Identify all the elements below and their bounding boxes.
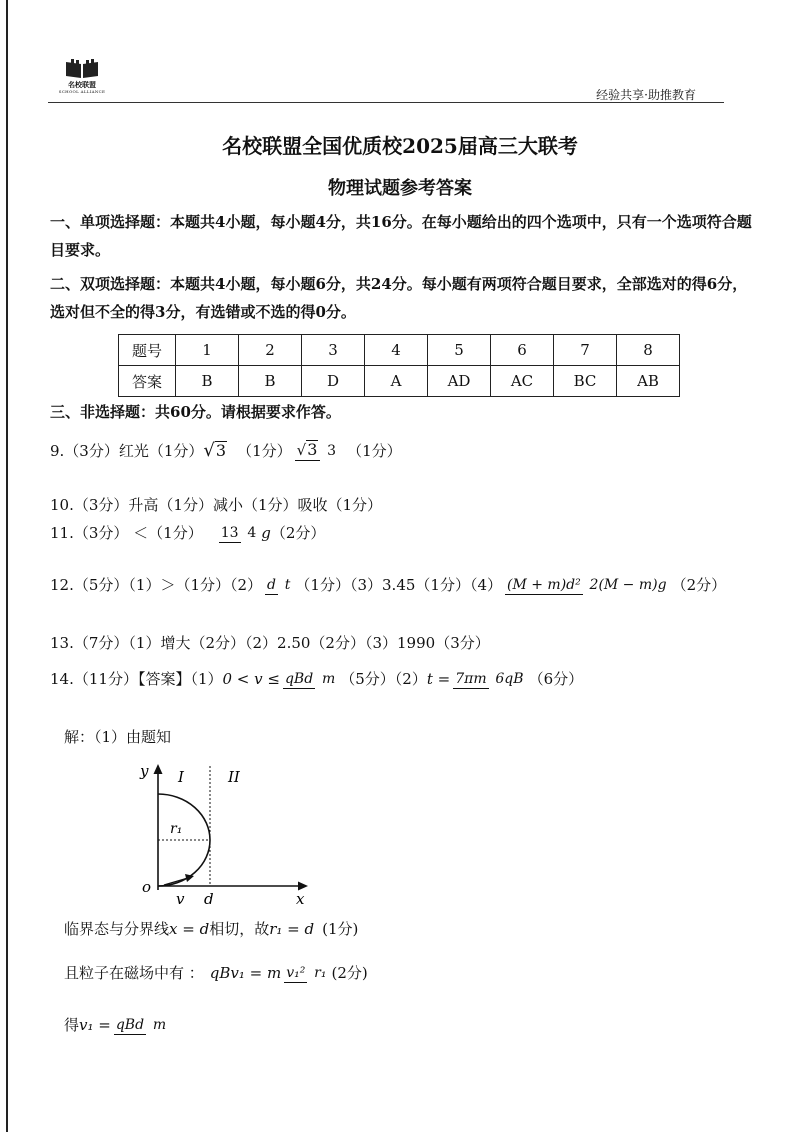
q9-sqrt: √3 xyxy=(203,440,227,461)
table-cell: B xyxy=(176,366,239,397)
table-cell: AC xyxy=(491,366,554,397)
table-cell: 1 xyxy=(176,335,239,366)
q12-text-2: （1分）（3）3.45（1分）（4） xyxy=(295,576,502,594)
y-axis-arrow xyxy=(154,764,163,774)
q14-inequality: 0 < v ≤ xyxy=(222,669,280,688)
table-cell: 8 xyxy=(617,335,680,366)
solution-critical: 临界态与分界线 x = d 相切，故 r₁ = d (1分) xyxy=(64,919,359,938)
table-cell: 4 xyxy=(365,335,428,366)
header-slogan: 经验共享·助推教育 xyxy=(596,88,696,102)
table-row-numbers xyxy=(119,335,680,366)
q13-text: 13.（7分）（1）增大（2分）（2）2.50（2分）（3）1990（3分） xyxy=(50,634,490,652)
answer-q9 xyxy=(50,440,402,461)
label-o: o xyxy=(142,878,152,896)
table-cell: B xyxy=(239,366,302,397)
force-fraction: v₁² r₁ xyxy=(286,964,327,981)
solution-intro: 解：（1）由题知 xyxy=(64,728,172,746)
result-fraction: qBd m xyxy=(115,1016,167,1033)
q12-score: （2分） xyxy=(671,576,727,594)
q14-fraction-time: 7πm 6qB xyxy=(455,670,524,687)
label-r1: r₁ xyxy=(170,821,183,837)
q9-fraction: √3 3 xyxy=(296,440,337,459)
magnetic-field-diagram xyxy=(128,758,318,908)
table-cell: 2 xyxy=(239,335,302,366)
answer-q10 xyxy=(50,494,382,515)
q11-g: g xyxy=(261,523,271,542)
q10-text: 10.（3分）升高（1分）减小（1分）吸收（1分） xyxy=(50,496,383,514)
header-divider xyxy=(48,102,724,103)
label-region-1: I xyxy=(178,768,184,786)
q9-score: （1分） xyxy=(237,442,292,460)
table-cell: 5 xyxy=(428,335,491,366)
answer-table xyxy=(118,334,680,397)
table-cell: 6 xyxy=(491,335,554,366)
q12-text: 12.（5分）（1）＞（1分）（2） xyxy=(50,576,263,594)
label-v: v xyxy=(176,890,185,908)
answer-q12 xyxy=(50,574,726,595)
q12-fraction-mass: (M + m)d² 2(M − m)g xyxy=(507,576,667,593)
logo-subtitle: SCHOOL ALLIANCE xyxy=(58,89,106,94)
q14-text: 14.（11分）【答案】（1） xyxy=(50,670,223,688)
table-cell: D xyxy=(302,366,365,397)
q9-text: 9.（3分）红光（1分） xyxy=(50,442,204,460)
q11-text: 11.（3分） ＜（1分） xyxy=(50,524,203,542)
table-cell: 3 xyxy=(302,335,365,366)
table-cell: AB xyxy=(617,366,680,397)
table-cell: AD xyxy=(428,366,491,397)
table-cell: BC xyxy=(554,366,617,397)
answer-q13 xyxy=(50,632,490,653)
school-alliance-logo xyxy=(54,58,110,94)
q14-fraction-velocity: qBd m xyxy=(284,670,336,687)
section-2-instructions: 二、双项选择题：本题共4小题，每小题6分，共24分。每小题有两项符合题目要求，全部选对的得6分，选对但不全的得3分，有选错或不选的得0分。 xyxy=(50,275,748,321)
table-cell: 7 xyxy=(554,335,617,366)
table-cell: A xyxy=(365,366,428,397)
page-title: 名校联盟全国优质校2025届高三大联考 xyxy=(222,134,578,158)
q9-score-2: （1分） xyxy=(347,442,402,460)
row-header-answer: 答案 xyxy=(119,366,176,397)
q11-score: （2分） xyxy=(270,524,326,542)
section-3-instructions: 三、非选择题：共60分。请根据要求作答。 xyxy=(50,403,341,421)
label-region-2: II xyxy=(228,768,240,786)
label-x: x xyxy=(296,890,305,908)
answer-q11 xyxy=(50,522,325,543)
q12-fraction-d-over-t: d t xyxy=(267,576,291,593)
q14-text-2: （5分）（2） xyxy=(340,670,427,688)
label-d: d xyxy=(204,890,214,908)
solution-force-equation: 且粒子在磁场中有 ： qBv₁ = m v₁² r₁ (2分) xyxy=(64,963,368,982)
section-1-instructions: 一、单项选择题：本题共4小题，每小题4分，共16分。在每小题给出的四个选项中，只有一个选项符合题目要求。 xyxy=(50,213,752,259)
page-border xyxy=(6,0,8,1132)
q11-fraction: 13 4 xyxy=(220,524,257,541)
solution-result: 得 v₁ = qBd m xyxy=(64,1015,167,1034)
book-icon xyxy=(62,58,102,80)
logo-name: 名校联盟 xyxy=(68,80,96,89)
q14-score: （6分） xyxy=(528,670,584,688)
row-header-number: 题号 xyxy=(119,335,176,366)
table-row-answers xyxy=(119,366,680,397)
q14-t-eq: t = xyxy=(426,669,451,688)
answer-q14 xyxy=(50,668,583,689)
page-subtitle: 物理试题参考答案 xyxy=(328,178,472,199)
label-y: y xyxy=(140,762,149,780)
